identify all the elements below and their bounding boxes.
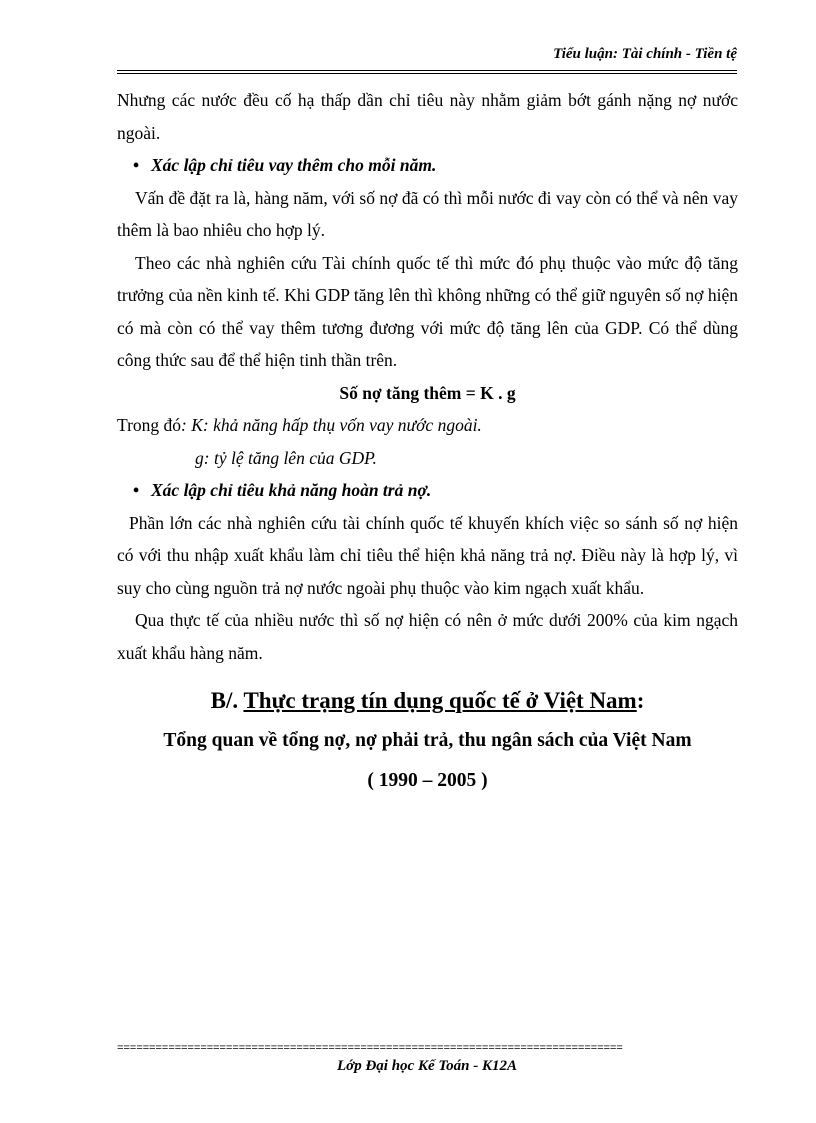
bullet-icon: • <box>133 480 140 500</box>
formula-legend-k <box>117 409 738 442</box>
bullet-repayment-indicator <box>117 474 738 507</box>
section-suffix: : <box>636 688 645 713</box>
section-title: Thực trạng tín dụng quốc tế ở Việt Nam <box>243 688 637 713</box>
page-header: Tiểu luận: Tài chính - Tiền tệ <box>553 46 737 62</box>
formula-legend-g: g: tỷ lệ tăng lên của GDP. <box>195 447 377 468</box>
section-prefix: B/. <box>210 688 239 713</box>
paragraph-annual-borrowing: Vấn đề đặt ra là, hàng năm, với số nợ đã có thì mỗi nước đi vay còn có thể và nên vay thêm là bao nhiêu cho hợp lý. <box>117 187 738 240</box>
section-heading <box>117 681 738 721</box>
paragraph-export-ratio: Phần lớn các nhà nghiên cứu tài chính quốc tế khuyến khích việc so sánh số nợ hiện có với thu nhập xuất khẩu làm chỉ tiêu thể hiện khả năng trả nợ. Điều này là hợp lý, vì suy cho cùng nguồn trả nợ nước ngoài phụ thuộc vào kim ngạch xuất khẩu. <box>117 512 738 598</box>
page-footer: Lớp Đại học Kế Toán - K12A <box>336 1058 517 1074</box>
bullet-icon: • <box>133 155 140 175</box>
formula: Số nợ tăng thêm = K . g <box>339 382 516 403</box>
header-rule <box>117 70 737 74</box>
paragraph-gdp-growth: Theo các nhà nghiên cứu Tài chính quốc tế thì mức đó phụ thuộc vào mức độ tăng trưởng của nền kinh tế. Khi GDP tăng lên thì không những có thể giữ nguyên số nợ hiện có mà còn có thể vay thêm tương đương với mức độ tăng lên của GDP. Có thể dùng công thức sau để thể hiện tinh thần trên. <box>117 252 738 370</box>
legend-label: Trong đó <box>117 415 182 435</box>
section-years: ( 1990 – 2005 ) <box>367 770 488 791</box>
legend-k-text: : K: khả năng hấp thụ vốn vay nước ngoài. <box>181 415 482 435</box>
bullet-label: Xác lập chỉ tiêu khả năng hoàn trả nợ. <box>151 480 432 500</box>
paragraph-debt-reduction: Nhưng các nước đều cố hạ thấp dần chỉ tiêu này nhằm giảm bớt gánh nặng nợ nước ngoài. <box>117 90 738 143</box>
bullet-label: Xác lập chỉ tiêu vay thêm cho mỗi năm. <box>151 155 437 175</box>
footer-separator: =============================================================================== <box>117 1043 623 1055</box>
section-subtitle: Tổng quan về tổng nợ, nợ phải trả, thu ngân sách của Việt Nam <box>163 730 692 751</box>
page-body <box>117 84 738 801</box>
bullet-borrowing-indicator <box>117 149 738 182</box>
paragraph-debt-threshold: Qua thực tế của nhiều nước thì số nợ hiện có nên ở mức dưới 200% của kim ngạch xuất khẩu hàng năm. <box>117 610 738 663</box>
